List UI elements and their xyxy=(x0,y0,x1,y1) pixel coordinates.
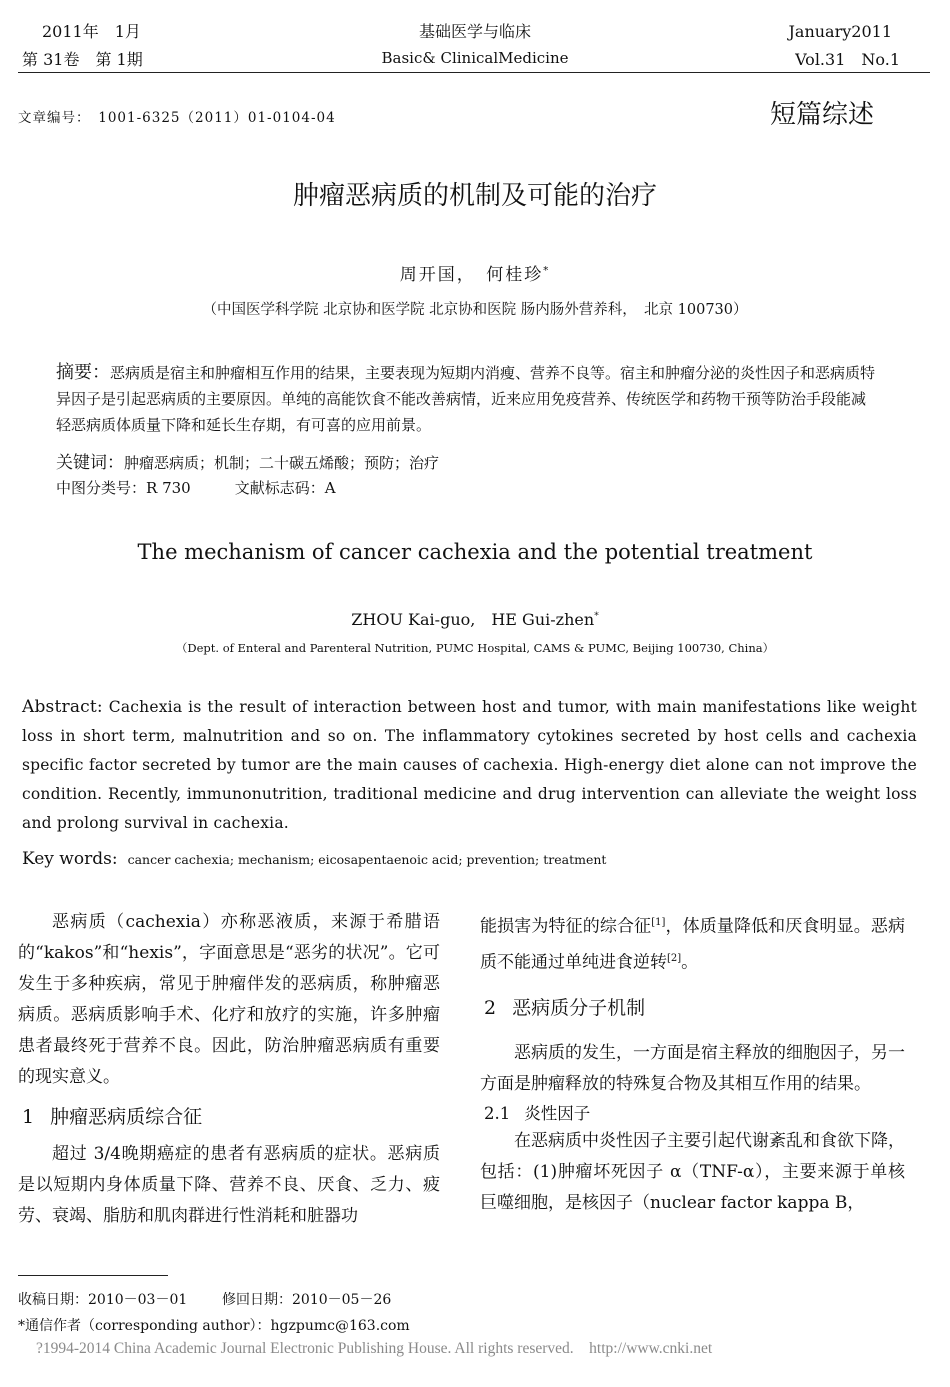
continued-text-3: 。 xyxy=(681,952,699,973)
abstract-en-label: Abstract: xyxy=(22,697,103,717)
affiliation-cn: （中国医学科学院 北京协和医学院 北京协和医院 肠内肠外营养科， 北京 100730） xyxy=(202,302,748,318)
section-2-paragraph: 恶病质的发生，一方面是宿主释放的细胞因子，另一方面是肿瘤释放的特殊复合物及其相互作用的结果。 xyxy=(480,1043,905,1095)
section-2-heading xyxy=(484,994,905,1022)
section-2-number: 2 xyxy=(484,997,497,1020)
header-date-en: January2011 xyxy=(788,22,892,41)
author-mark: * xyxy=(543,265,551,277)
header-rule xyxy=(18,72,930,73)
classification-line xyxy=(56,477,336,498)
subsection-2-1-heading xyxy=(484,1102,905,1126)
abstract-en-text: Cachexia is the result of interaction between host and tumor, with main manifestations like weight loss in short term, malnutrition and so on. The inflammatory cytokines secreted by host cells and cachexia specific factor secreted by tumor are the main causes of cachexia. High-energy diet alone can not improve the condition. Recently, immunonutrition, traditional medicine and drug intervention can alleviate the weight loss and prolong survival in cachexia. xyxy=(22,698,917,832)
copyright-line: ?1994-2014 China Academic Journal Electronic Publishing House. All rights reserved. http://www.cnki.net xyxy=(36,1340,713,1357)
journal-name-en: Basic& ClinicalMedicine xyxy=(381,49,569,67)
section-2-title: 恶病质分子机制 xyxy=(512,997,646,1020)
header-volume-issue: 第 31卷 第 1期 xyxy=(22,50,143,69)
footnote-rule xyxy=(18,1275,168,1276)
journal-name-cn: 基础医学与临床 xyxy=(418,22,531,41)
subsection-2-1-number: 2.1 xyxy=(484,1104,511,1124)
author-mark-en: * xyxy=(594,611,599,622)
paper-title-en: The mechanism of cancer cachexia and the potential treatment xyxy=(137,540,813,564)
subsection-2-1-title: 炎性因子 xyxy=(524,1104,591,1124)
citation-2: [2] xyxy=(667,952,682,964)
section-1-number: 1 xyxy=(22,1106,35,1128)
intro-paragraph: 恶病质（cachexia）亦称恶液质，来源于希腊语的“kakos”和“hexis”，字面意思是“恶劣的状况”。它可发生于多种疾病，常见于肿瘤伴发的恶病质，称肿瘤恶病质。恶病质影响手术、化疗和放疗的实施，许多肿瘤患者最终死于营养不良。因此，防治肿瘤恶病质有重要的现实意义。 xyxy=(18,912,440,1087)
article-category: 短篇综述 xyxy=(769,100,874,130)
abstract-cn xyxy=(56,360,876,438)
authors-cn: 周开国， 何桂珍 xyxy=(399,265,544,285)
paper-title: 肿瘤恶病质的机制及可能的治疗 xyxy=(292,181,657,211)
body-right-column xyxy=(480,907,905,1219)
header-date: 2011年 1月 xyxy=(42,22,141,41)
author-line xyxy=(0,260,950,285)
keywords-cn-text: 肿瘤恶病质；机制；二十碳五烯酸；预防；治疗 xyxy=(124,454,440,472)
header-volume-issue-en: Vol.31 No.1 xyxy=(795,50,900,69)
section-1-paragraph: 超过 3/4晚期癌症的患者有恶病质的症状。恶病质是以短期内身体质量下降、营养不良、厌食、乏力、疲劳、衰竭、脂肪和肌肉群进行性消耗和脏器功 xyxy=(18,1144,440,1226)
revised-date: 修回日期：2010－05－26 xyxy=(222,1292,392,1308)
subsection-2-1-paragraph: 在恶病质中炎性因子主要引起代谢紊乱和食欲下降，包括：(1)肿瘤坏死因子 α（TNF-α），主要来源于单核巨噬细胞，是核因子（nuclear factor kappa B， xyxy=(480,1131,905,1214)
affiliation-en: （Dept. of Enteral and Parenteral Nutrition, PUMC Hospital, CAMS & PUMC, Beijing 100730, China） xyxy=(175,641,775,655)
received-date: 收稿日期：2010－03－01 xyxy=(18,1292,188,1308)
continued-text-1: 能损害为特征的综合征 xyxy=(480,916,652,937)
section-1-heading xyxy=(22,1103,440,1131)
continued-text-2: ，体质量降低和厌食明显。恶病质不能通过单纯进食逆转 xyxy=(480,916,906,973)
abstract-cn-label: 摘要： xyxy=(56,362,110,383)
keywords-en-label: Key words: xyxy=(22,849,118,869)
keywords-cn xyxy=(56,448,439,473)
abstract-cn-text: 恶病质是宿主和肿瘤相互作用的结果，主要表现为短期内消瘦、营养不良等。宿主和肿瘤分泌的炎性因子和恶病质特异因子是引起恶病质的主要原因。单纯的高能饮食不能改善病情，近来应用免疫营养、传统医学和药物干预等防治手段能减轻恶病质体质量下降和延长生存期，有可喜的应用前景。 xyxy=(56,364,876,434)
section-1-title: 肿瘤恶病质综合征 xyxy=(50,1106,203,1128)
author-line-en xyxy=(0,607,950,630)
citation-1: [1] xyxy=(651,917,666,928)
keywords-cn-label: 关键词： xyxy=(56,453,124,473)
keywords-en-text: cancer cachexia; mechanism; eicosapentaenoic acid; prevention; treatment xyxy=(127,852,607,867)
article-id: 文章编号： 1001-6325（2011）01-0104-04 xyxy=(18,110,336,126)
keywords-en xyxy=(22,849,606,869)
corresponding-author: *通信作者（corresponding author）：hgzpumc@163.com xyxy=(18,1318,410,1334)
continued-paragraph xyxy=(480,907,905,978)
doc-code-label: 文献标志码： xyxy=(234,479,325,497)
authors-en: ZHOU Kai-guo, HE Gui-zhen xyxy=(351,610,595,629)
doc-code: A xyxy=(324,479,336,497)
clc-label: 中图分类号： xyxy=(56,479,147,497)
clc-code: R 730 xyxy=(146,479,191,497)
abstract-en xyxy=(22,693,917,838)
body-left-column xyxy=(18,907,440,1232)
